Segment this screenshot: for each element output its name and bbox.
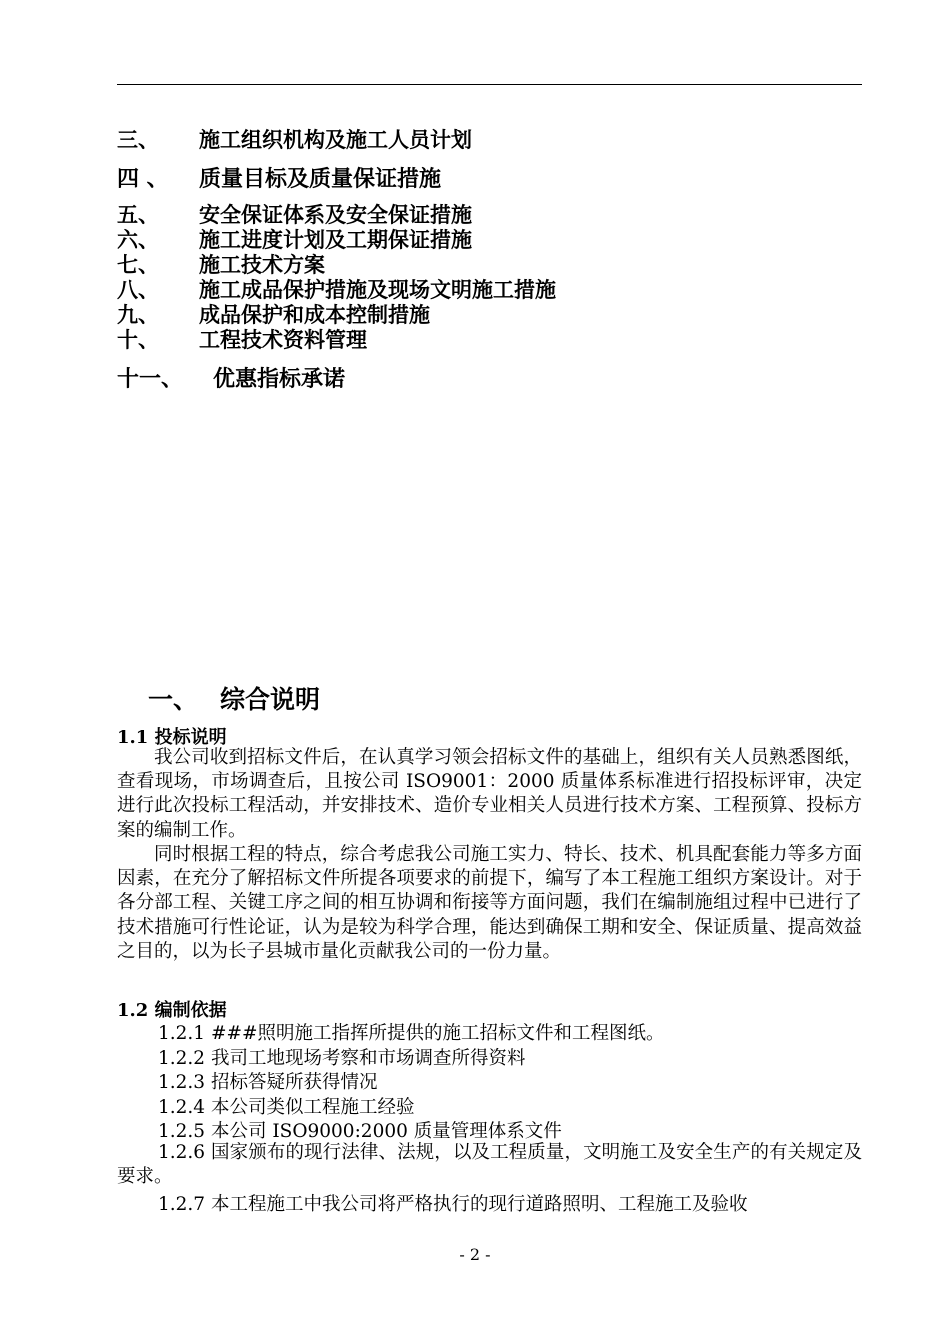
subsection-heading-1-1: 1.1 投标说明	[117, 727, 227, 748]
section-title: 综合说明	[220, 685, 321, 714]
toc-text: 工程技术资料管理	[199, 328, 367, 352]
page-number: - 2 -	[459, 1245, 491, 1264]
header-rule	[117, 84, 862, 85]
toc-text: 质量目标及质量保证措施	[199, 167, 442, 192]
toc-number: 十、	[117, 328, 159, 352]
section-number: 一、	[148, 685, 199, 714]
list-item: 1.2.7 本工程施工中我公司将严格执行的现行道路照明、工程施工及验收	[158, 1194, 748, 1215]
toc-number: 六、	[117, 228, 159, 252]
subsection-heading-1-2: 1.2 编制依据	[117, 1000, 227, 1021]
list-item: 1.2.3 招标答疑所获得情况	[158, 1072, 378, 1093]
toc-number: 八、	[117, 278, 159, 302]
list-item: 1.2.5 本公司 ISO9000:2000 质量管理体系文件	[158, 1121, 562, 1142]
toc-number: 四 、	[117, 167, 169, 192]
toc-number: 十一、	[117, 367, 184, 392]
toc-text: 施工技术方案	[199, 253, 325, 277]
toc-number: 七、	[117, 253, 159, 277]
toc-text: 优惠指标承诺	[213, 367, 346, 392]
paragraph-2: 同时根据工程的特点，综合考虑我公司施工实力、特长、技术、机具配套能力等多方面因素，在充分了解招标文件所提各项要求的前提下，编写了本工程施工组织方案设计。对于各分部工程、关键工序之间的相互协调和衔接等方面问题，我们在编制施组过程中已进行了技术措施可行性论证，认为是较为科学合理，能达到确保工期和安全、保证质量、提高效益之目的，以为长子县城市量化贡献我公司的一份力量。	[117, 844, 862, 962]
list-item: 1.2.2 我司工地现场考察和市场调查所得资料	[158, 1048, 526, 1069]
toc-text: 施工进度计划及工期保证措施	[199, 228, 472, 252]
list-item: 1.2.6 国家颁布的现行法律、法规，以及工程质量，文明施工及安全生产的有关规定及要求。	[117, 1142, 862, 1188]
list-item: 1.2.4 本公司类似工程施工经验	[158, 1097, 415, 1118]
toc-number: 三、	[117, 128, 159, 152]
toc-number: 五、	[117, 203, 159, 227]
paragraph-1: 我公司收到招标文件后，在认真学习领会招标文件的基础上，组织有关人员熟悉图纸，查看现场，市场调查后，且按公司 ISO9001：2000 质量体系标准进行招投标评审，决定进行此次投标工程活动，并安排技术、造价专业相关人员进行技术方案、工程预算、投标方案的编制工作。	[117, 747, 862, 841]
toc-text: 安全保证体系及安全保证措施	[199, 203, 472, 227]
list-item: 1.2.1 ###照明施工指挥所提供的施工招标文件和工程图纸。	[158, 1023, 665, 1044]
section-heading	[148, 680, 320, 716]
toc-text: 施工成品保护措施及现场文明施工措施	[199, 278, 556, 302]
toc-text: 施工组织机构及施工人员计划	[199, 128, 472, 152]
toc-text: 成品保护和成本控制措施	[199, 303, 430, 327]
toc-number: 九、	[117, 303, 159, 327]
